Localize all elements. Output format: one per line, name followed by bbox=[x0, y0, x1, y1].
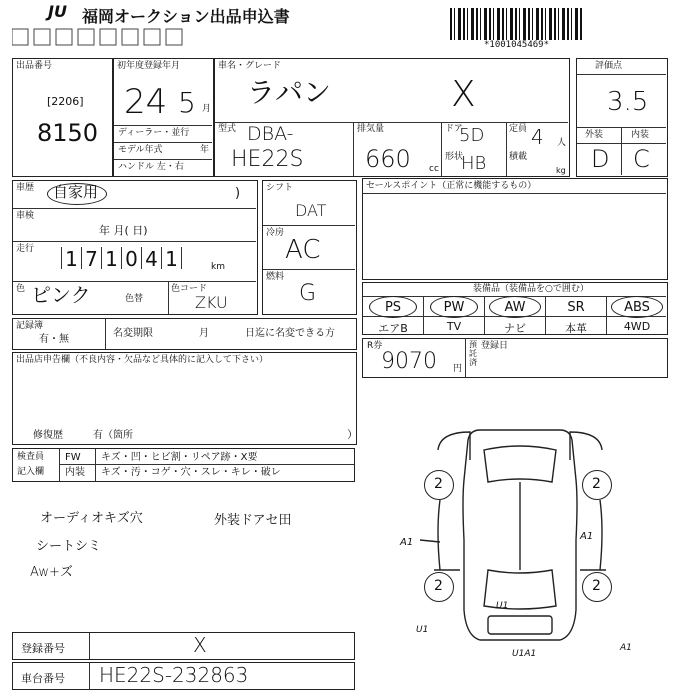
inspector-box bbox=[12, 448, 355, 482]
car-name: ラパン bbox=[247, 76, 332, 109]
expiry-month: 月 bbox=[199, 328, 209, 339]
mark-u1a1-bottom: U1A1 bbox=[512, 649, 537, 659]
equip-4wd: 4WD bbox=[623, 320, 651, 333]
inspector-title1: 検査員 bbox=[17, 452, 45, 462]
year-box bbox=[113, 58, 214, 177]
use-value: 自家用 bbox=[53, 183, 99, 201]
declaration-label: 出品店申告欄（不良内容・欠品など具体的に記入して下さい） bbox=[16, 355, 269, 365]
lot-code: [2206] bbox=[47, 95, 84, 108]
month-value: 5 bbox=[178, 86, 196, 119]
odo-digit: 7 bbox=[82, 247, 102, 269]
odometer bbox=[61, 247, 206, 269]
mark-a1-right: A1 bbox=[580, 531, 594, 542]
inspector-row2: キズ・汚・コゲ・穴・スレ・キレ・破レ bbox=[101, 467, 281, 478]
declaration-box bbox=[12, 352, 357, 445]
repair-label: 修復歴 bbox=[33, 430, 63, 441]
handle-label: ハンドル 左・右 bbox=[118, 162, 184, 172]
odo-digit: 4 bbox=[142, 247, 162, 269]
type-code: HE22S bbox=[231, 147, 304, 172]
inspector-row1-label: FW bbox=[65, 452, 81, 463]
tyre-front-left: 2 bbox=[434, 476, 443, 492]
capacity-label: 定員 bbox=[509, 124, 528, 134]
recycle-box bbox=[362, 338, 668, 378]
equip-abs: ABS bbox=[624, 300, 650, 315]
capacity-value: 4 bbox=[531, 125, 544, 149]
cc-label: 排気量 bbox=[357, 124, 385, 134]
expiry-label: 名変期限 bbox=[113, 328, 153, 339]
inspector-title2: 記入欄 bbox=[17, 467, 45, 477]
barcode-text: *1001045469* bbox=[484, 40, 550, 50]
color-label: 色 bbox=[16, 284, 26, 294]
recycle-deposit: 預託済 bbox=[469, 340, 477, 367]
cc-unit: cc bbox=[429, 164, 439, 174]
odo-digit: 1 bbox=[162, 247, 182, 269]
door-label: ドア bbox=[445, 124, 463, 134]
rating-box bbox=[576, 58, 668, 177]
car-box bbox=[214, 58, 570, 177]
car-name-label: 車名・グレード bbox=[218, 61, 282, 71]
recycle-yen: 円 bbox=[453, 364, 463, 374]
fuel-label: 燃料 bbox=[266, 272, 285, 282]
mark-a1-bottom: A1 bbox=[620, 643, 632, 653]
note-line-2: シートシミ bbox=[36, 539, 102, 554]
inspector-row2-label: 内装 bbox=[65, 467, 85, 478]
shift-value: DAT bbox=[295, 201, 327, 220]
lot-box bbox=[12, 58, 113, 177]
mileage-label: 走行 bbox=[16, 244, 35, 254]
sales-label: セールスポイント（正常に機能するもの） bbox=[366, 181, 537, 191]
shape-label: 形状 bbox=[445, 152, 464, 162]
equipment-label: 装備品（装備品を○で囲む） bbox=[473, 284, 589, 294]
equipment-box bbox=[362, 282, 668, 335]
equip-leather: 本革 bbox=[565, 322, 587, 335]
type-prefix: DBA- bbox=[247, 123, 294, 145]
odo-digit: 1 bbox=[102, 247, 122, 269]
mileage-unit: km bbox=[211, 262, 225, 272]
mark-u1-left: U1 bbox=[416, 625, 429, 635]
year-value: 24 bbox=[124, 82, 168, 122]
ac-label: 冷房 bbox=[266, 228, 285, 238]
use-label: 車歴 bbox=[16, 183, 35, 193]
tyre-rear-right: 2 bbox=[592, 578, 601, 594]
record-value: 有・無 bbox=[39, 334, 69, 345]
equip-ps: PS bbox=[384, 300, 402, 315]
color-code-label: 色コード bbox=[171, 284, 208, 294]
mark-a1-left: A1 bbox=[400, 537, 414, 548]
tyre-front-right: 2 bbox=[592, 476, 601, 492]
form-title: 福岡オークション出品申込書 bbox=[82, 7, 290, 26]
note-line-1: オーディオキズ穴 bbox=[40, 511, 143, 526]
equip-aw: AW bbox=[504, 300, 526, 315]
expiry-note: 日迄に名変できる方 bbox=[245, 328, 335, 339]
ext-label: 外装 bbox=[585, 130, 604, 140]
odo-digit: 0 bbox=[122, 247, 142, 269]
int-label: 内装 bbox=[631, 130, 650, 140]
month-unit: 月 bbox=[202, 104, 212, 114]
load-unit: kg bbox=[556, 166, 566, 175]
type-label: 型式 bbox=[218, 124, 237, 134]
mark-u1-center: U1 bbox=[496, 601, 509, 611]
car-grade: X bbox=[451, 74, 476, 115]
year-label: 初年度登録年月 bbox=[117, 61, 181, 71]
model-year-unit: 年 bbox=[200, 145, 210, 155]
reg-box bbox=[12, 632, 355, 660]
sales-box bbox=[362, 178, 668, 280]
shift-label: シフト bbox=[266, 183, 294, 193]
dealer-label: ディーラー・並行 bbox=[118, 128, 190, 138]
small-boxes-row bbox=[12, 28, 212, 50]
shift-box bbox=[262, 180, 357, 315]
color-change-label: 色替 bbox=[125, 294, 144, 304]
equip-tv: TV bbox=[446, 320, 462, 333]
repair-end: ） bbox=[347, 428, 358, 441]
details-box: 車歴 自家用 ) 車検 年 月( 日) 走行 1 7 1 0 4 1 km 色 ピンク 色替 色コード ZKU bbox=[12, 180, 258, 315]
small-boxes-icon bbox=[12, 28, 212, 46]
reg-value: X bbox=[193, 633, 207, 657]
inspection-label: 車検 bbox=[16, 211, 35, 221]
rating-label: 評価点 bbox=[595, 61, 623, 71]
tyre-rear-left: 2 bbox=[434, 578, 443, 594]
capacity-unit: 人 bbox=[557, 138, 567, 148]
color-value: ピンク bbox=[31, 283, 91, 307]
odo-digit: 1 bbox=[62, 247, 82, 269]
chassis-label: 車台番号 bbox=[21, 672, 65, 685]
reg-label: 登録番号 bbox=[21, 642, 65, 655]
fuel-value: G bbox=[299, 281, 317, 306]
int-grade: C bbox=[633, 145, 650, 173]
recycle-label: R券 bbox=[367, 341, 383, 351]
rating-score: 3.5 bbox=[607, 87, 649, 117]
record-label: 記録簿 bbox=[16, 321, 44, 331]
equip-pw: PW bbox=[443, 300, 465, 315]
cc-value: 660 bbox=[365, 145, 411, 173]
model-year-label: モデル年式 bbox=[118, 145, 163, 155]
equip-navi: ナビ bbox=[504, 322, 526, 335]
door-value: 5D bbox=[459, 125, 485, 146]
load-label: 積載 bbox=[509, 152, 528, 162]
recycle-date-label: 登録日 bbox=[481, 341, 509, 351]
car-diagram-icon bbox=[400, 420, 640, 660]
lot-label: 出品番号 bbox=[16, 61, 53, 71]
ac-value: AC bbox=[285, 235, 321, 265]
record-box bbox=[12, 318, 357, 350]
note-right-1: 外装ドアセ田 bbox=[214, 513, 292, 528]
note-line-3: Aw+ズ bbox=[30, 565, 73, 580]
equip-airbag: エアB bbox=[378, 322, 408, 335]
recycle-amount: 9070 bbox=[381, 349, 437, 374]
lot-number: 8150 bbox=[37, 119, 99, 147]
inspection-value: 年 月( 日) bbox=[99, 224, 148, 237]
repair-value: 有（箇所 bbox=[93, 430, 133, 441]
barcode bbox=[450, 8, 582, 40]
equip-sr: SR bbox=[567, 300, 585, 315]
inspector-row1: キズ・凹・ヒビ割・リペア跡・X要 bbox=[101, 452, 258, 463]
color-code-value: ZKU bbox=[195, 293, 228, 312]
chassis-box bbox=[12, 662, 355, 690]
ext-grade: D bbox=[591, 145, 610, 173]
shape-value: HB bbox=[461, 153, 487, 174]
chassis-value: HE22S-232863 bbox=[99, 663, 249, 687]
logo: JU bbox=[48, 2, 67, 21]
